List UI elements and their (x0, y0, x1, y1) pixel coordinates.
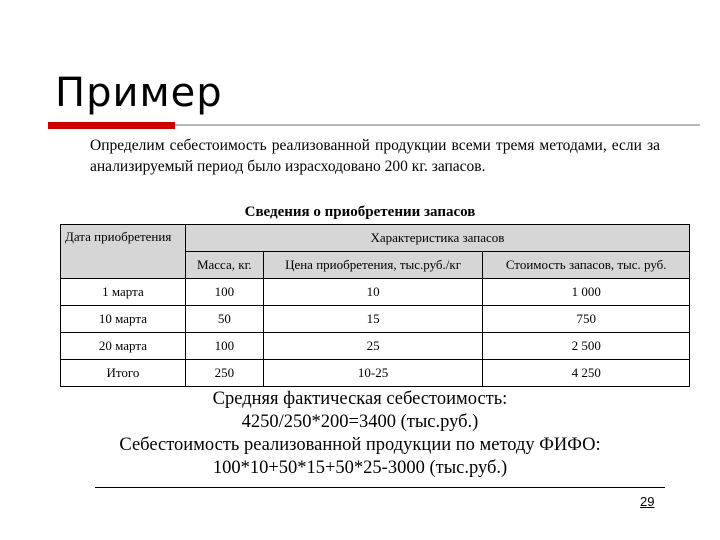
summary-line: 100*10+50*15+50*25-3000 (тыс.руб.) (212, 458, 508, 478)
summary-line: Средняя фактическая себестоимость: (212, 389, 508, 409)
table-row (61, 279, 690, 306)
table-total-row (61, 360, 690, 387)
cost-cell: 750 (483, 306, 690, 333)
stock-table (60, 224, 690, 387)
summary-line: Себестоимость реализованной продукции по методу ФИФО: (119, 435, 601, 455)
date-cell: Итого (61, 360, 186, 387)
date-cell: 10 марта (61, 306, 186, 333)
price-cell: 25 (263, 333, 483, 360)
mass-column-header: Масса, кг. (185, 252, 263, 279)
mass-cell: 100 (185, 279, 263, 306)
cost-cell: 2 500 (483, 333, 690, 360)
title-accent-bar (48, 122, 175, 129)
calculation-summary (0, 388, 720, 480)
slide-title: Пример (55, 70, 223, 116)
table-header-row (61, 225, 690, 252)
mass-cell: 50 (185, 306, 263, 333)
title-divider (175, 124, 700, 126)
page-number: 29 (640, 494, 655, 509)
footer-divider (95, 487, 665, 488)
price-cell: 15 (263, 306, 483, 333)
table-row (61, 306, 690, 333)
price-cell: 10-25 (263, 360, 483, 387)
price-cell: 10 (263, 279, 483, 306)
summary-line: 4250/250*200=3400 (тыс.руб.) (241, 412, 479, 432)
date-cell: 20 марта (61, 333, 186, 360)
cost-cell: 4 250 (483, 360, 690, 387)
date-cell: 1 марта (61, 279, 186, 306)
group-header: Характеристика запасов (185, 225, 689, 252)
table-row (61, 333, 690, 360)
cost-column-header: Стоимость запасов, тыс. руб. (483, 252, 690, 279)
intro-paragraph: Определим себестоимость реализованной продукции всеми тремя методами, если за анализируемый период было израсходовано 200 кг. запасов. (90, 137, 660, 175)
price-column-header: Цена приобретения, тыс.руб./кг (263, 252, 483, 279)
date-column-header: Дата приобретения (61, 225, 186, 279)
mass-cell: 250 (185, 360, 263, 387)
cost-cell: 1 000 (483, 279, 690, 306)
table-caption: Сведения о приобретении запасов (244, 204, 476, 220)
mass-cell: 100 (185, 333, 263, 360)
